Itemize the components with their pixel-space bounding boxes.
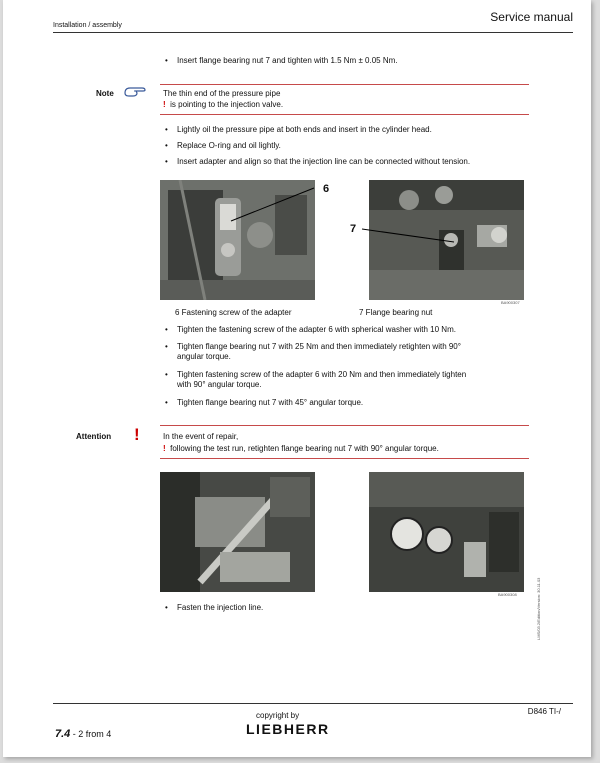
manual-page (3, 0, 591, 757)
callout-line-6 (228, 185, 318, 230)
figure2-code: BA900308 (498, 592, 517, 597)
attention-line-1: In the event of repair, (163, 432, 239, 441)
step-tighten-adapter: • Tighten the fastening screw of the adapter 6 with spherical washer with 10 Nm. (165, 325, 456, 334)
figure1-code: BA900307 (501, 300, 520, 305)
step-fasten-line: • Fasten the injection line. (165, 603, 264, 612)
bullet-icon: • (165, 125, 168, 134)
step-tighten-nut-45: • Tighten flange bearing nut 7 with 45° angular torque. (165, 398, 364, 407)
bullet-icon: • (165, 157, 168, 166)
header-rule (53, 32, 573, 33)
step-oil-pipe: • Lightly oil the pressure pipe at both ends and insert in the cylinder head. (165, 125, 432, 134)
bullet-icon: • (165, 342, 168, 351)
footer-model: D846 TI-/ (527, 707, 561, 716)
note-label: Note (96, 89, 114, 98)
note-line-1: The thin end of the pressure pipe (163, 89, 281, 98)
header-title: Service manual (490, 10, 573, 24)
attention-rule-top (160, 425, 529, 426)
note-line-2: ! is pointing to the injection valve. (163, 100, 284, 109)
footer-copyright: copyright by (256, 711, 300, 720)
side-edition-code: LMS/03.2/Edition/Version: 30.11.03 (536, 577, 541, 640)
attention-line-2: ! following the test run, retighten flange bearing nut 7 with 90° angular torque. (163, 444, 439, 453)
bullet-icon: • (165, 141, 168, 150)
attention-label: Attention (76, 432, 112, 441)
step-insert-adapter: • Insert adapter and align so that the injection line can be connected without tension. (165, 157, 471, 166)
photo-repair-gauge (369, 472, 524, 592)
attention-rule-bottom (160, 458, 529, 459)
bullet-icon: • (165, 370, 168, 379)
step-tighten-adapter-20: • Tighten fastening screw of the adapter 6 with 20 Nm and then immediately tighten with 90° angular torque. (165, 370, 467, 389)
step-tighten-nut-25: • Tighten flange bearing nut 7 with 25 Nm and then immediately retighten with 90° angular torque. (165, 342, 461, 361)
footer-page: 7.4 - 2 from 4 (55, 728, 112, 740)
bullet-icon: • (165, 325, 168, 334)
pointing-hand-icon (124, 84, 148, 103)
bullet-icon: • (165, 398, 168, 407)
exclamation-icon: ! (163, 444, 166, 453)
liebherr-logo: LIEBHERR (246, 721, 330, 737)
bullet-icon: • (165, 603, 168, 612)
callout-7: 7 (350, 223, 357, 235)
caption-adapter: 6 Fastening screw of the adapter (175, 308, 292, 317)
exclamation-icon: ! (163, 100, 166, 109)
step-insert-nut: • Insert flange bearing nut 7 and tighten with 1.5 Nm ± 0.05 Nm. (165, 56, 398, 65)
caption-flange-nut: 7 Flange bearing nut (359, 308, 433, 317)
warning-exclamation-icon: ! (134, 425, 140, 444)
note-rule-top (160, 84, 529, 85)
bullet-icon: • (165, 56, 168, 65)
callout-line-7 (359, 226, 459, 251)
note-rule-bottom (160, 114, 529, 115)
header-section: Installation / assembly (53, 22, 122, 29)
footer-rule (53, 703, 573, 704)
step-replace-oring: • Replace O-ring and oil lightly. (165, 141, 281, 150)
photo-repair-wrench (160, 472, 315, 592)
callout-6: 6 (323, 183, 330, 195)
